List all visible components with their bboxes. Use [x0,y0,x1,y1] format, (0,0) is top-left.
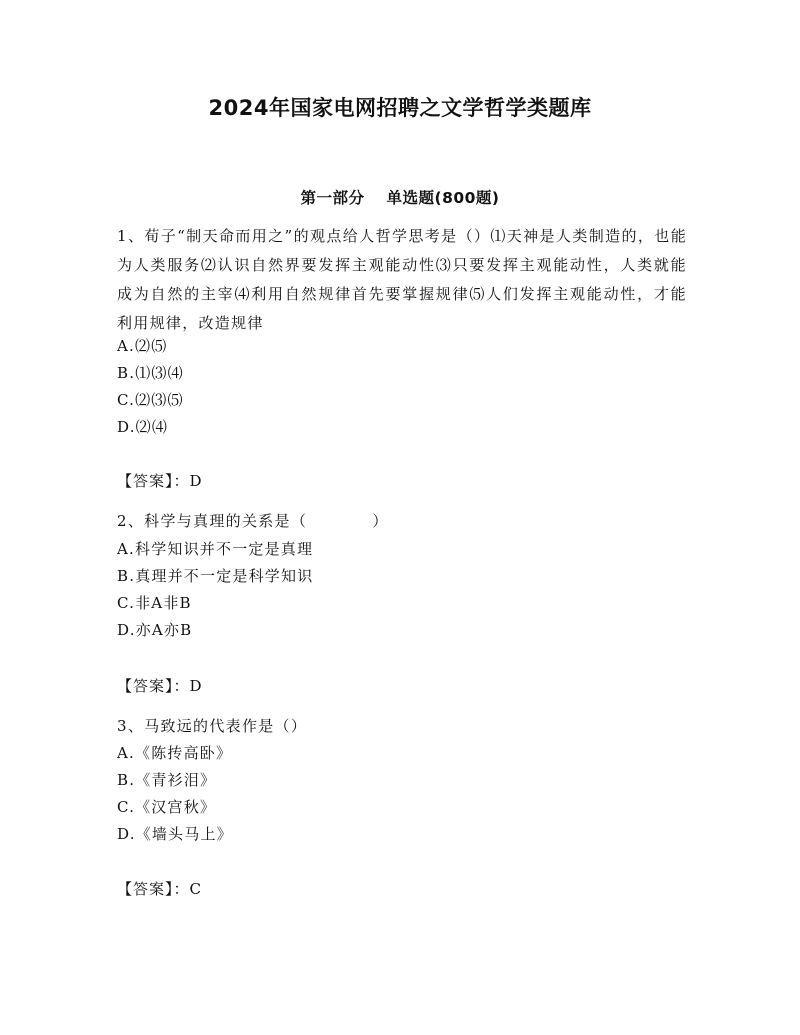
answer-line [117,673,203,699]
section-heading [0,186,800,208]
answer-value: D [189,472,203,490]
answer-label: 【答案】： [117,880,190,898]
section-part: 第一部分 [300,189,365,207]
document-title: 2024年国家电网招聘之文学哲学类题库 [208,96,592,120]
option-a: A.《陈抟高卧》 [117,744,233,762]
option-b: B.真理并不一定是科学知识 [117,567,314,585]
option-d: D.⑵⑷ [117,418,169,436]
question-stem: 2、科学与真理的关系是（ ） [117,512,389,530]
option-a: A.⑵⑸ [117,337,168,355]
option-d: D.《墙头马上》 [117,825,233,843]
option-a: A.科学知识并不一定是真理 [117,540,314,558]
option-c: C.非A非B [117,594,192,612]
answer-label: 【答案】： [117,472,190,490]
option-c: C.⑵⑶⑸ [117,391,184,409]
answer-label: 【答案】： [117,677,190,695]
answer-value: C [189,880,202,898]
question-stem: 1、荀子“制天命而用之”的观点给人哲学思考是（）⑴天神是人类制造的，也能为人类服务⑵认识自然界要发挥主观能动性⑶只要发挥主观能动性，人类就能成为自然的主宰⑷利用自然规律首先要掌握规律⑸人们发挥主观能动性，才能利用规律，改造规律 [117,227,687,332]
option-d: D.亦A亦B [117,621,193,639]
section-name: 单选题(800题) [386,189,500,207]
answer-value: D [189,677,203,695]
option-c: C.《汉宫秋》 [117,798,217,816]
answer-line [117,468,203,494]
question-stem: 3、马致远的代表作是（） [117,717,308,735]
answer-line [117,876,202,902]
option-b: B.《青衫泪》 [117,771,217,789]
option-b: B.⑴⑶⑷ [117,364,184,382]
